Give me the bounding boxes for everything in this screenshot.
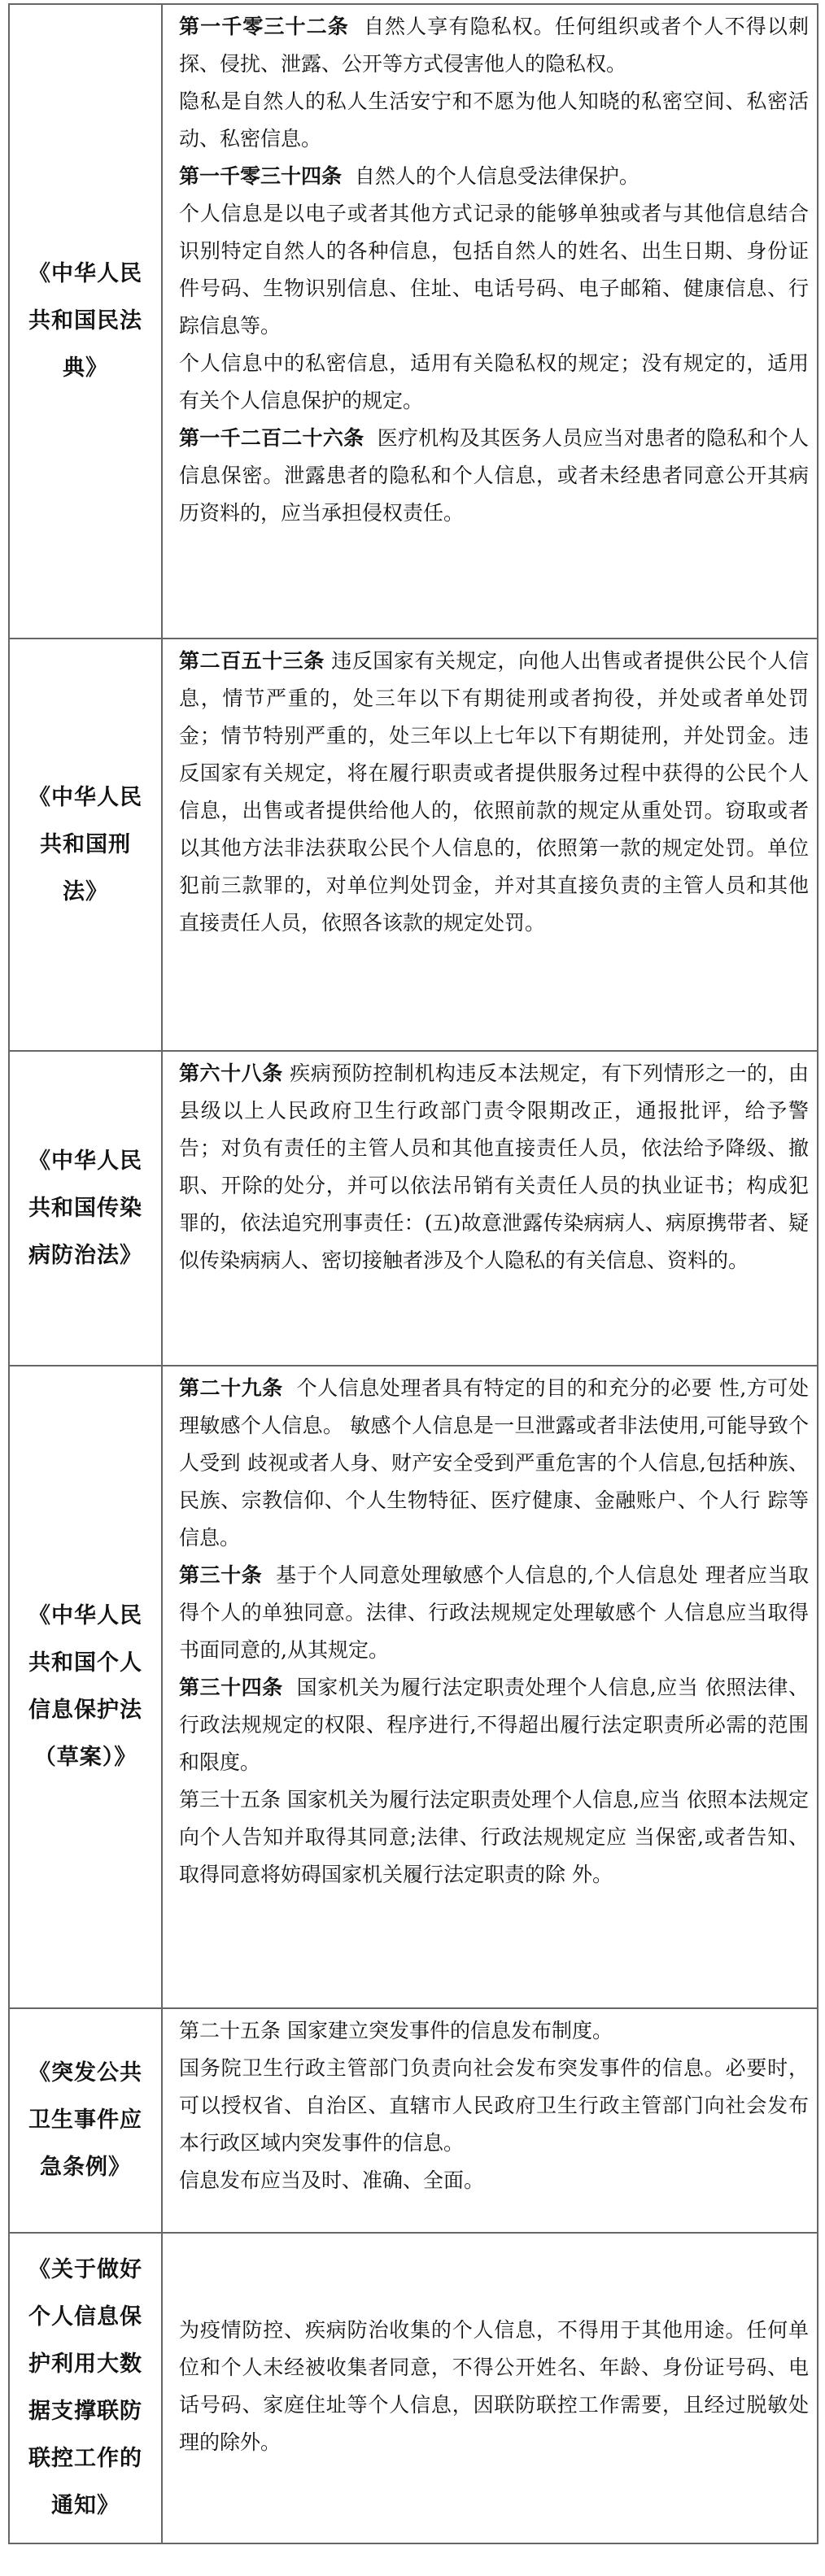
table-row — [9, 2233, 818, 2543]
article-number: 第三十四条 — [179, 1676, 283, 1699]
law-name-line: 共和国个人 — [28, 1650, 142, 1676]
article-text: 个人信息处理者具有特定的目的和充分的必要 性,方可处理敏感个人信息。 敏感个人信息是一旦泄露或者非法使用,可能导致个人受到 歧视或者人身、财产安全受到严重危害的个人信息,包括种族、 民族、宗教信仰、个人生物特征、医疗健康、金融账户、个人行 踪等信息。 — [179, 1376, 809, 1550]
article-text: 为疫情防控、疾病防治收集的个人信息，不得用于其他用途。任何单位和个人未经被收集者同意，不得公开姓名、年龄、身份证号码、电话号码、家庭住址等个人信息，因联防联控工作需要，且经过脱敏处理的除外。 — [179, 2318, 809, 2454]
article-paragraph — [179, 2050, 809, 2162]
law-content-cell — [162, 4, 818, 639]
article-text: 违反国家有关规定，向他人出售或者提供公民个人信息，情节严重的，处三年以下有期徒刑或者拘役，并处或者单处罚金；情节特别严重的，处三年以上七年以下有期徒刑，并处罚金。违反国家有关规定，将在履行职责或者提供服务过程中获得的公民个人信息，出售或者提供给他人的，依照前款的规定从重处罚。窃取或者以其他方法非法获取公民个人信息的，依照第一款的规定处罚。单位犯前三款罪的，对单位判处罚金，并对其直接负责的主管人员和其他直接责任人员，依照各该款的规定处罚。 — [179, 649, 809, 935]
article-text: 自然人的个人信息受法律保护。 — [354, 164, 639, 188]
article-paragraph — [179, 1055, 809, 1279]
law-table — [8, 3, 818, 2544]
law-content-cell — [162, 2008, 818, 2233]
table-row — [9, 639, 818, 1051]
article-text: 国务院卫生行政主管部门负责向社会发布突发事件的信息。必要时，可以授权省、自治区、直辖市人民政府卫生行政主管部门向社会发布本行政区域内突发事件的信息。 — [179, 2056, 809, 2155]
law-name-line: 信息保护法 — [28, 1698, 142, 1723]
law-name-line: （草案）》 — [33, 1745, 138, 1770]
law-content-cell — [162, 1366, 818, 2008]
article-text: 个人信息是以电子或者其他方式记录的能够单独或者与其他信息结合识别特定自然人的各种信息，包括自然人的姓名、出生日期、身份证件号码、生物识别信息、住址、电话号码、电子邮箱、健康信息、行踪信息等。 — [179, 202, 809, 338]
article-paragraph — [179, 2012, 809, 2050]
law-name-line: 典》 — [63, 355, 108, 381]
article-number: 第三十条 — [179, 1563, 263, 1587]
law-name-line: 法》 — [63, 878, 108, 904]
law-name-cell — [9, 4, 162, 639]
article-paragraph — [179, 1781, 809, 1894]
law-name-line: 共和国传染 — [28, 1195, 142, 1221]
article-paragraph — [179, 1557, 809, 1669]
table-row — [9, 2008, 818, 2233]
article-number: 第一千零三十二条 — [179, 15, 349, 38]
article-number: 第六十八条 — [179, 1061, 283, 1085]
article-text: 个人信息中的私密信息，适用有关隐私权的规定；没有规定的，适用有关个人信息保护的规定。 — [179, 351, 809, 412]
law-name-line: 《中华人民 — [28, 1148, 142, 1174]
law-name-line: 《关于做好 — [28, 2257, 142, 2282]
article-paragraph — [179, 8, 809, 83]
article-text: 信息发布应当及时、准确、全面。 — [179, 2168, 485, 2192]
law-content-cell — [162, 2233, 818, 2543]
article-number: 第二十九条 — [179, 1376, 283, 1400]
table-row — [9, 1366, 818, 2008]
article-paragraph — [179, 1370, 809, 1557]
article-text: 国家机关为履行法定职责处理个人信息,应当 依照法律、行政法规规定的权限、程序进行,不得超出履行法定职责所必需的范围和限度。 — [179, 1676, 809, 1774]
article-paragraph — [179, 195, 809, 345]
article-number: 第一千零三十四条 — [179, 164, 343, 188]
law-name-cell — [9, 2008, 162, 2233]
table-row — [9, 4, 818, 639]
law-name-line: 护利用大数 — [28, 2352, 142, 2377]
law-content-cell — [162, 1051, 818, 1366]
law-name-line: 共和国刑 — [40, 831, 131, 857]
article-paragraph — [179, 83, 809, 158]
law-name-cell — [9, 639, 162, 1051]
article-paragraph — [179, 1669, 809, 1781]
article-paragraph — [179, 420, 809, 532]
law-name-line: 个人信息保 — [28, 2304, 142, 2330]
article-text: 基于个人同意处理敏感个人信息的,个人信息处 理者应当取得个人的单独同意。法律、行政法规规定处理敏感个 人信息应当取得书面同意的,从其规定。 — [179, 1563, 809, 1662]
article-paragraph — [179, 643, 809, 942]
article-paragraph — [179, 2312, 809, 2461]
law-name-line: 病防治法》 — [28, 1242, 142, 1268]
law-name-line: 据支撑联防 — [28, 2399, 142, 2424]
law-name-line: 共和国民法 — [28, 308, 142, 333]
article-text: 医疗机构及其医务人员应当对患者的隐私和个人信息保密。泄露患者的隐私和个人信息，或者未经患者同意公开其病历资料的，应当承担侵权责任。 — [179, 426, 809, 525]
article-text: 第二十五条 国家建立突发事件的信息发布制度。 — [179, 2019, 613, 2042]
law-name-line: 急条例》 — [40, 2155, 131, 2180]
article-text: 第三十五条 国家机关为履行法定职责处理个人信息,应当 依照本法规定向个人告知并取得其同意;法律、行政法规规定应 当保密,或者告知、取得同意将妨碍国家机关履行法定职责的除 外。 — [179, 1788, 809, 1886]
law-name-line: 联控工作的 — [28, 2446, 142, 2471]
law-name-line: 《中华人民 — [28, 784, 142, 810]
article-text: 疾病预防控制机构违反本法规定，有下列情形之一的，由县级以上人民政府卫生行政部门责令限期改正，通报批评，给予警告；对负有责任的主管人员和其他直接责任人员，依法给予降级、撤职、开除的处分，并可以依法吊销有关责任人员的执业证书；构成犯罪的，依法追究刑事责任：(五)故意泄露传染病病人、病原携带者、疑似传染病病人、密切接触者涉及个人隐私的有关信息、资料的。 — [179, 1061, 809, 1272]
article-paragraph — [179, 158, 809, 195]
article-paragraph — [179, 345, 809, 420]
law-name-line: 通知》 — [51, 2493, 120, 2518]
law-name-line: 《突发公共 — [28, 2060, 142, 2086]
article-paragraph — [179, 2162, 809, 2199]
article-number: 第一千二百二十六条 — [179, 426, 364, 450]
law-name-cell — [9, 1051, 162, 1366]
law-name-cell — [9, 1366, 162, 2008]
law-content-cell — [162, 639, 818, 1051]
table-row — [9, 1051, 818, 1366]
article-number: 第二百五十三条 — [179, 649, 325, 673]
law-name-line: 《中华人民 — [28, 261, 142, 286]
article-text: 自然人享有隐私权。任何组织或者个人不得以刺探、侵扰、泄露、公开等方式侵害他人的隐私权。 — [179, 15, 809, 76]
article-text: 隐私是自然人的私人生活安宁和不愿为他人知晓的私密空间、私密活动、私密信息。 — [179, 89, 809, 150]
law-name-line: 《中华人民 — [28, 1603, 142, 1628]
law-name-line: 卫生事件应 — [28, 2107, 142, 2133]
law-name-cell — [9, 2233, 162, 2543]
